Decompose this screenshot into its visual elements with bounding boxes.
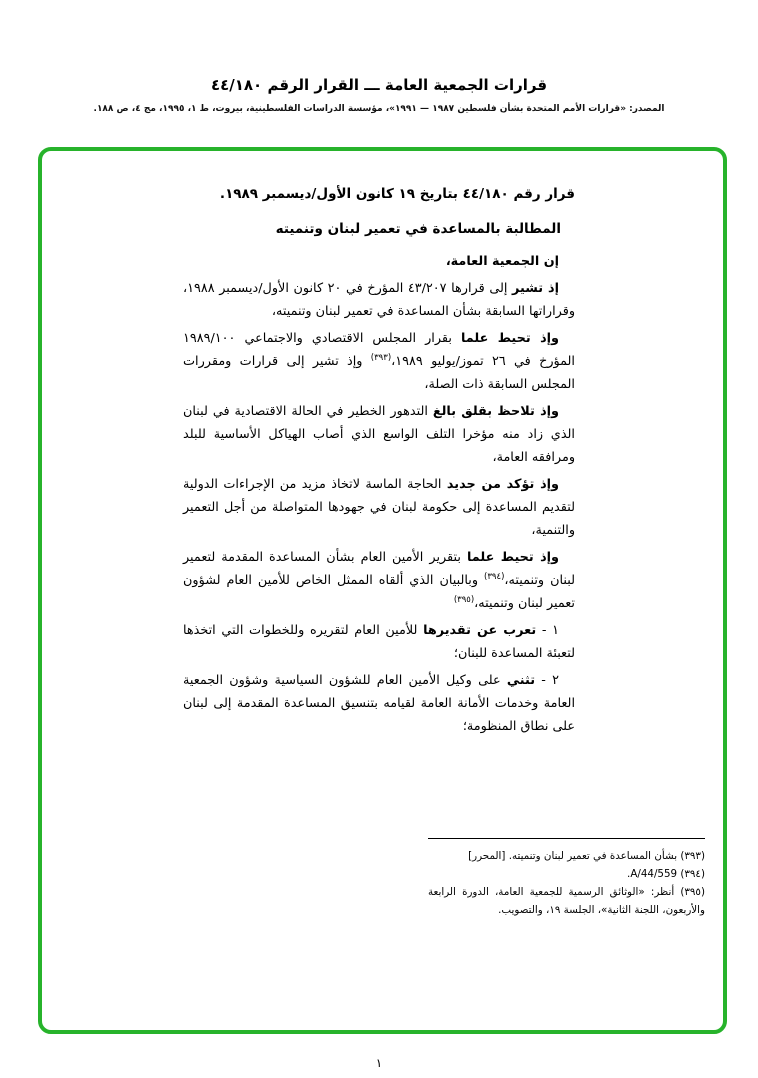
footnote-ref: (٣٩٣)	[370, 353, 392, 364]
paragraph-lead: تعرب عن تقديرها	[423, 623, 537, 639]
footnotes-section	[428, 838, 705, 919]
footnote: (٣٩٣) بشأن المساعدة في تعمير لبنان وتنميته. [المحرر]	[468, 850, 705, 862]
resolution-subtitle: المطالبة بالمساعدة في تعمير لبنان وتنميته	[275, 221, 561, 238]
footnote-separator	[428, 838, 705, 839]
paragraph-text: وبالبيان الذي ألقاه الممثل الخاص للأمين العام لشؤون تعمير لبنان وتنميته،	[183, 573, 575, 612]
page-header-title: قرارات الجمعية العامة ـــ القرار الرقم ٤٤/١٨٠	[210, 76, 548, 94]
paragraph-number: ٢ -	[535, 673, 559, 689]
paragraph-lead: إذ تشير	[512, 281, 559, 297]
paragraph-text: على وكيل الأمين العام للشؤون السياسية وشؤون الجمعية العامة وخدمات الأمانة العامة لقيامه بتنسيق المساعدة المقدمة إلى لبنان على نطاق المنظومة؛	[183, 673, 575, 735]
paragraph-lead: تثني	[506, 673, 536, 689]
paragraph-lead: وإذ تلاحظ بقلق بالغ	[432, 404, 559, 420]
resolution-body	[183, 184, 575, 742]
paragraph-text: بتقرير الأمين العام بشأن المساعدة المقدمة لتعمير لبنان وتنميته،	[183, 550, 576, 589]
footnote: (٣٩٥) أنظر: «الوثائق الرسمية للجمعية العامة، الدورة الرابعة والأربعون، اللجنة الثانية»، الجلسة ١٩، والتصويب.	[428, 886, 705, 916]
footnote: (٣٩٤) A/44/559.	[627, 868, 705, 880]
paragraph-text: للأمين العام لتقريره وللخطوات التي اتخذها لتعبئة المساعدة للبنان؛	[183, 623, 575, 662]
paragraph-lead: إن الجمعية العامة،	[445, 254, 559, 270]
paragraph-text: وإذ تشير إلى قرارات ومقررات المجلس السابقة ذات الصلة،	[183, 354, 575, 393]
footnote-ref: (٣٩٤)	[484, 572, 505, 583]
paragraph-text: بقرار المجلس الاقتصادي والاجتماعي ١٩٨٩/١٠٠ المؤرخ في ٢٦ تموز/يوليو ١٩٨٩،	[183, 331, 575, 370]
paragraph-text: التدهور الخطير في الحالة الاقتصادية في لبنان الذي زاد منه مؤخرا التلف الواسع الذي أصاب الهياكل الأساسية للبلد ومرافقه العامة،	[183, 404, 575, 466]
paragraph-text: الحاجة الماسة لاتخاذ مزيد من الإجراءات الدولية لتقديم المساعدة إلى حكومة لبنان في جهودها المتواصلة من أجل التعمير والتنمية،	[183, 477, 575, 539]
resolution-paragraph	[183, 327, 575, 396]
paragraph-number: ١ -	[536, 623, 560, 639]
resolution-paragraph	[183, 473, 575, 542]
page-number: ١	[375, 1056, 383, 1070]
paragraph-lead: وإذ تؤكد من جديد	[446, 477, 559, 493]
paragraph-text: إلى قرارها ٤٣/٢٠٧ المؤرخ في ٢٠ كانون الأول/ديسمبر ١٩٨٨، وقراراتها السابقة بشأن المساعدة في تعمير لبنان وتنميته،	[183, 281, 575, 320]
resolution-paragraph	[183, 277, 575, 323]
resolution-paragraph	[183, 546, 575, 615]
resolution-paragraph	[183, 619, 575, 665]
page-header-source: المصدر: «قرارات الأمم المتحدة بشأن فلسطين ١٩٨٧ — ١٩٩١»، مؤسسة الدراسات الفلسطينية، بيروت، ط ١، ١٩٩٥، مج ٤، ص ١٨٨.	[93, 104, 665, 114]
resolution-title: قرار رقم ٤٤/١٨٠ بتاريخ ١٩ كانون الأول/ديسمبر ١٩٨٩.	[219, 186, 575, 202]
resolution-paragraph	[183, 669, 575, 738]
paragraph-lead: وإذ تحيط علما	[460, 331, 559, 347]
footnote-ref: (٣٩٥)	[453, 595, 475, 606]
resolution-paragraph	[183, 400, 575, 469]
paragraph-lead: وإذ تحيط علما	[466, 550, 560, 566]
resolution-paragraph	[183, 250, 575, 273]
